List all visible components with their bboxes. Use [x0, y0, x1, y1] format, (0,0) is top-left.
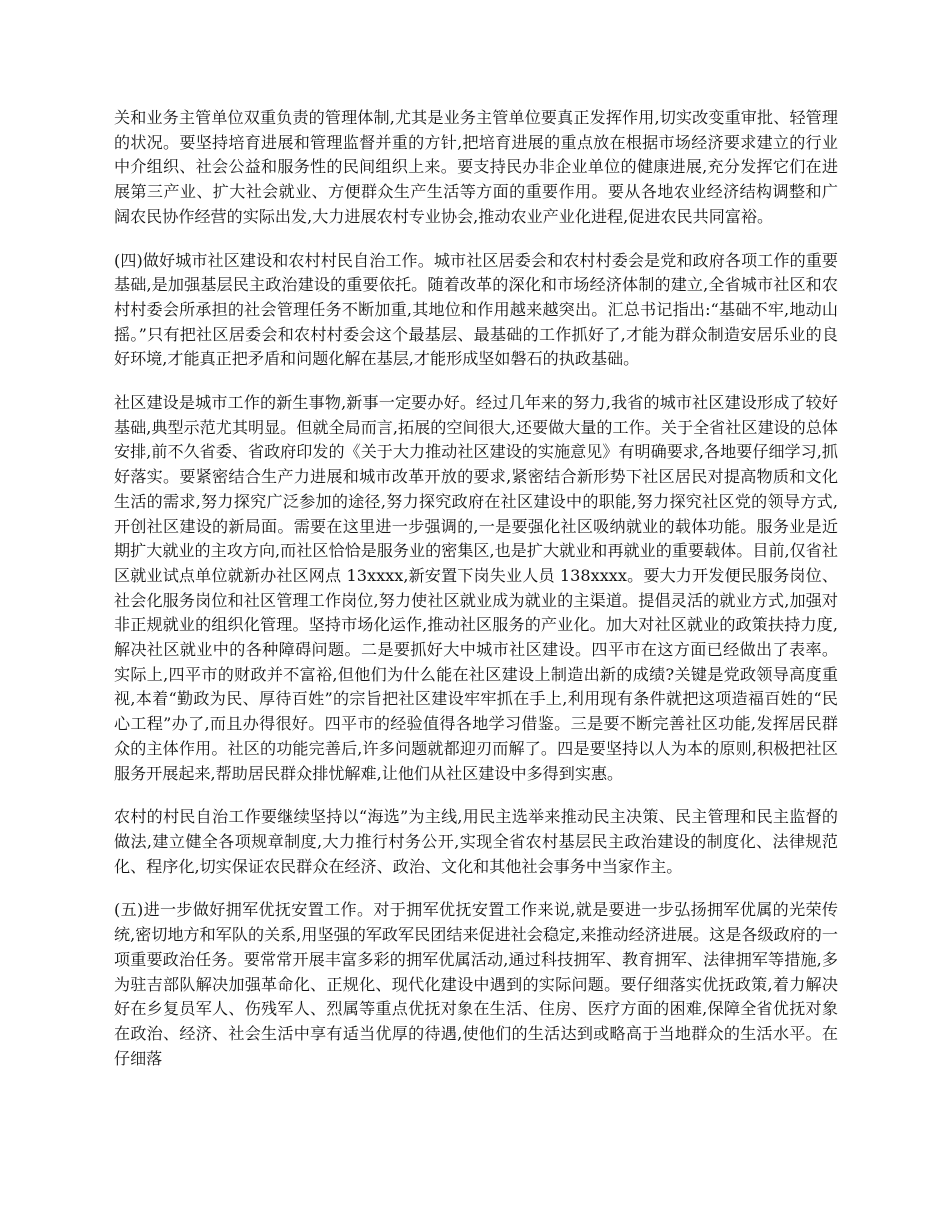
paragraph-5: (五)进一步做好拥军优抚安置工作。对于拥军优抚安置工作来说,就是要进一步弘扬拥军优属的光荣传统,密切地方和军队的关系,用坚强的军政军民团结来促进社会稳定,来推动经济进展。这是各级政府的一项重要政治任务。要常常开展丰富多彩的拥军优属活动,通过科技拥军、教育拥军、法律拥军等措施,多为驻吉部队解决加强革命化、正规化、现代化建设中遇到的实际问题。要仔细落实优抚政策,着力解决好在乡复员军人、伤残军人、烈属等重点优抚对象在生活、住房、医疗方面的困难,保障全省优抚对象在政治、经济、社会生活中享有适当优厚的待遇,使他们的生活达到或略高于当地群众的生活水平。在仔细落: [114, 900, 838, 1068]
paragraph-3: 社区建设是城市工作的新生事物,新事一定要办好。经过几年来的努力,我省的城市社区建设形成了较好基础,典型示范尤其明显。但就全局而言,拓展的空间很大,还要做大量的工作。关于全省社区建设的总体安排,前不久省委、省政府印发的《关于大力推动社区建设的实施意见》有明确要求,各地要仔细学习,抓好落实。要紧密结合生产力进展和城市改革开放的要求,紧密结合新形势下社区居民对提高物质和文化生活的需求,努力探究广泛参加的途径,努力探究政府在社区建设中的职能,努力探究社区党的领导方式,开创社区建设的新局面。需要在这里进一步强调的,一是要强化社区吸纳就业的载体功能。服务业是近期扩大就业的主攻方向,而社区恰恰是服务业的密集区,也是扩大就业和再就业的重要载体。目前,仅省社区就业试点单位就新办社区网点 13xxxx,新安置下岗失业人员 138xxxx。要大力开发便民服务岗位、社会化服务岗位和社区管理工作岗位,努力使社区就业成为就业的主渠道。提倡灵活的就业方式,加强对非正规就业的组织化管理。坚持市场化运作,推动社区服务的产业化。加大对社区就业的政策扶持力度,解决社区就业中的各种障碍问题。二是要抓好大中城市社区建设。四平市在这方面已经做出了表率。实际上,四平市的财政并不富裕,但他们为什么能在社区建设上制造出新的成绩?关键是党政领导高度重视,本着“勤政为民、厚待百姓”的宗旨把社区建设牢牢抓在手上,利用现有条件就把这项造福百姓的“民心工程”办了,而且办得很好。四平市的经验值得各地学习借鉴。三是要不断完善社区功能,发挥居民群众的主体作用。社区的功能完善后,许多问题就都迎刃而解了。四是要坚持以人为本的原则,积极把社区服务开展起来,帮助居民群众排忧解难,让他们从社区建设中多得到实惠。: [114, 393, 838, 783]
paragraph-1: 关和业务主管单位双重负责的管理体制,尤其是业务主管单位要真正发挥作用,切实改变重审批、轻管理的状况。要坚持培育进展和管理监督并重的方针,把培育进展的重点放在根据市场经济要求建立的行业中介组织、社会公益和服务性的民间组织上来。要支持民办非企业单位的健康进展,充分发挥它们在进展第三产业、扩大社会就业、方便群众生产生活等方面的重要作用。要从各地农业经济结构调整和广阔农民协作经营的实际出发,大力进展农村专业协会,推动农业产业化进程,促进农民共同富裕。: [114, 108, 838, 226]
paragraph-4: 农村的村民自治工作要继续坚持以“海选”为主线,用民主选举来推动民主决策、民主管理和民主监督的做法,建立健全各项规章制度,大力推行村务公开,实现全省农村基层民主政治建设的制度化、法律规范化、程序化,切实保证农民群众在经济、政治、文化和其他社会事务中当家作主。: [114, 807, 838, 876]
paragraph-2: (四)做好城市社区建设和农村村民自治工作。城市社区居委会和农村村委会是党和政府各项工作的重要基础,是加强基层民主政治建设的重要依托。随着改革的深化和市场经济体制的建立,全省城市社区和农村村委会所承担的社会管理任务不断加重,其地位和作用越来越突出。汇总书记指出:“基础不牢,地动山摇。”只有把社区居委会和农村村委会这个最基层、最基础的工作抓好了,才能为群众制造安居乐业的良好环境,才能真正把矛盾和问题化解在基层,才能形成坚如磐石的执政基础。: [114, 250, 838, 369]
